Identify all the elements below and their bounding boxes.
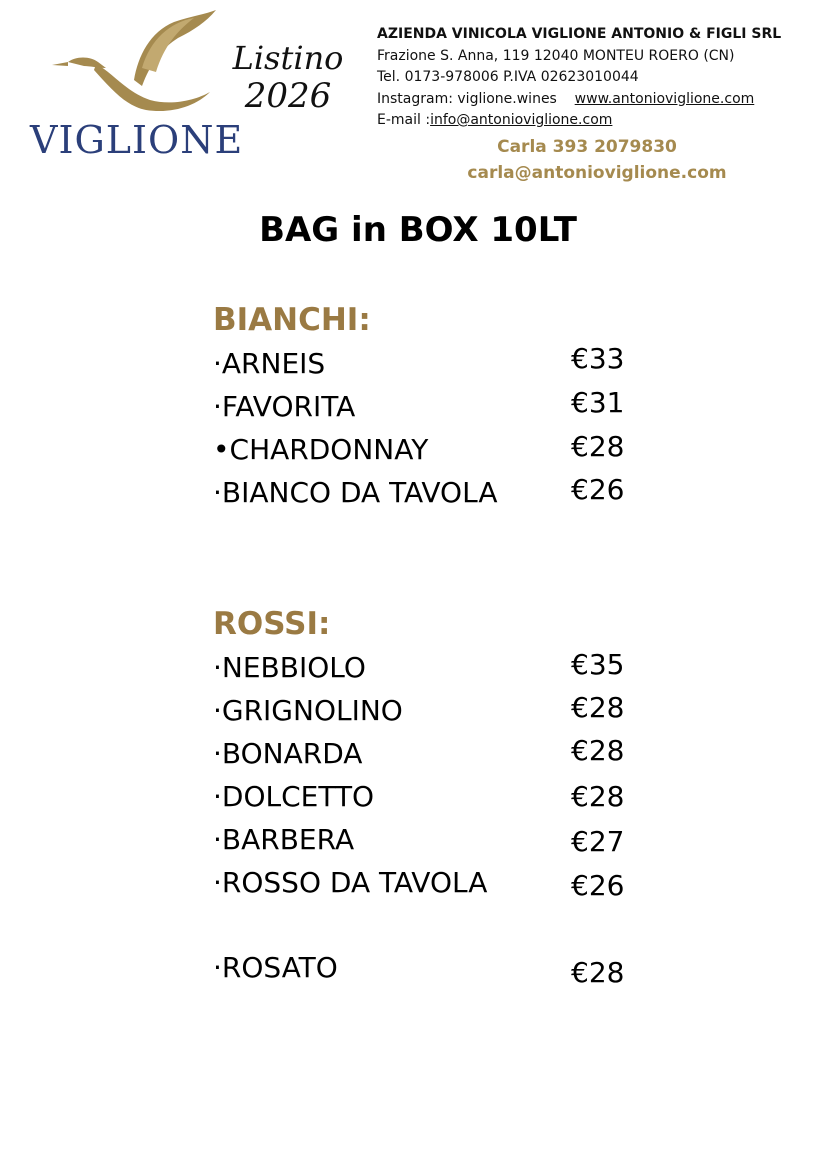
wine-name: •CHARDONNAY bbox=[213, 433, 429, 466]
company-social-line bbox=[377, 89, 817, 111]
price-row bbox=[213, 691, 633, 734]
section-heading-rossi: ROSSI: bbox=[213, 606, 331, 642]
wine-name: ·ROSATO bbox=[213, 951, 338, 984]
wine-name: ·DOLCETTO bbox=[213, 780, 375, 813]
price-row bbox=[213, 780, 633, 820]
price-row bbox=[213, 473, 633, 516]
price-row bbox=[213, 734, 633, 777]
wine-name: ·ROSSO DA TAVOLA bbox=[213, 866, 488, 899]
section-heading-bianchi: BIANCHI: bbox=[213, 302, 371, 338]
listino-year: 2026 bbox=[244, 76, 332, 116]
wine-price: €26 bbox=[571, 473, 625, 506]
wine-price: €28 bbox=[571, 956, 625, 989]
wine-name: ·BONARDA bbox=[213, 737, 363, 770]
price-row bbox=[213, 386, 633, 430]
sales-contact-email[interactable]: carla@antonioviglione.com bbox=[467, 163, 727, 183]
email-label: E-mail : bbox=[377, 112, 431, 128]
company-address: Frazione S. Anna, 119 12040 MONTEU ROERO (CN) bbox=[377, 47, 735, 64]
company-info bbox=[377, 24, 817, 132]
wine-name: ·FAVORITA bbox=[213, 390, 356, 423]
price-row bbox=[213, 648, 633, 691]
wine-name: ·ARNEIS bbox=[213, 347, 326, 380]
website-link[interactable]: www.antonioviglione.com bbox=[574, 90, 755, 107]
listino-label: Listino bbox=[232, 39, 344, 77]
wine-price: €28 bbox=[571, 734, 625, 767]
wine-price: €35 bbox=[571, 648, 625, 681]
price-row bbox=[213, 430, 633, 473]
company-name: AZIENDA VINICOLA VIGLIONE ANTONIO & FIGLI SRL bbox=[377, 26, 782, 42]
wine-name: ·BARBERA bbox=[213, 823, 355, 856]
page-title: BAG in BOX 10LT bbox=[259, 210, 577, 250]
price-row bbox=[213, 866, 633, 906]
company-email-line bbox=[377, 110, 817, 132]
wine-name: ·GRIGNOLINO bbox=[213, 694, 403, 727]
price-row bbox=[213, 823, 633, 863]
price-row bbox=[213, 951, 633, 991]
sales-contact bbox=[377, 134, 817, 186]
wine-name: ·BIANCO DA TAVOLA bbox=[213, 476, 498, 509]
bird-logo-icon bbox=[46, 10, 216, 128]
wine-price: €28 bbox=[571, 691, 625, 724]
price-list-label bbox=[228, 40, 348, 116]
wine-price: €27 bbox=[571, 825, 625, 858]
email-link[interactable]: info@antonioviglione.com bbox=[430, 112, 613, 128]
company-phone-vat: Tel. 0173-978006 P.IVA 02623010044 bbox=[377, 69, 639, 85]
company-logo bbox=[28, 10, 244, 175]
sales-contact-phone: Carla 393 2079830 bbox=[497, 137, 677, 157]
wine-name: ·NEBBIOLO bbox=[213, 651, 366, 684]
wine-price: €33 bbox=[571, 342, 625, 375]
logo-wordmark: VIGLIONE bbox=[30, 118, 244, 162]
wine-price: €28 bbox=[571, 430, 625, 463]
price-row bbox=[213, 342, 633, 387]
instagram-handle: Instagram: viglione.wines bbox=[377, 90, 557, 107]
wine-price: €28 bbox=[571, 780, 625, 813]
wine-price: €26 bbox=[571, 869, 625, 902]
wine-price: €31 bbox=[571, 386, 625, 419]
